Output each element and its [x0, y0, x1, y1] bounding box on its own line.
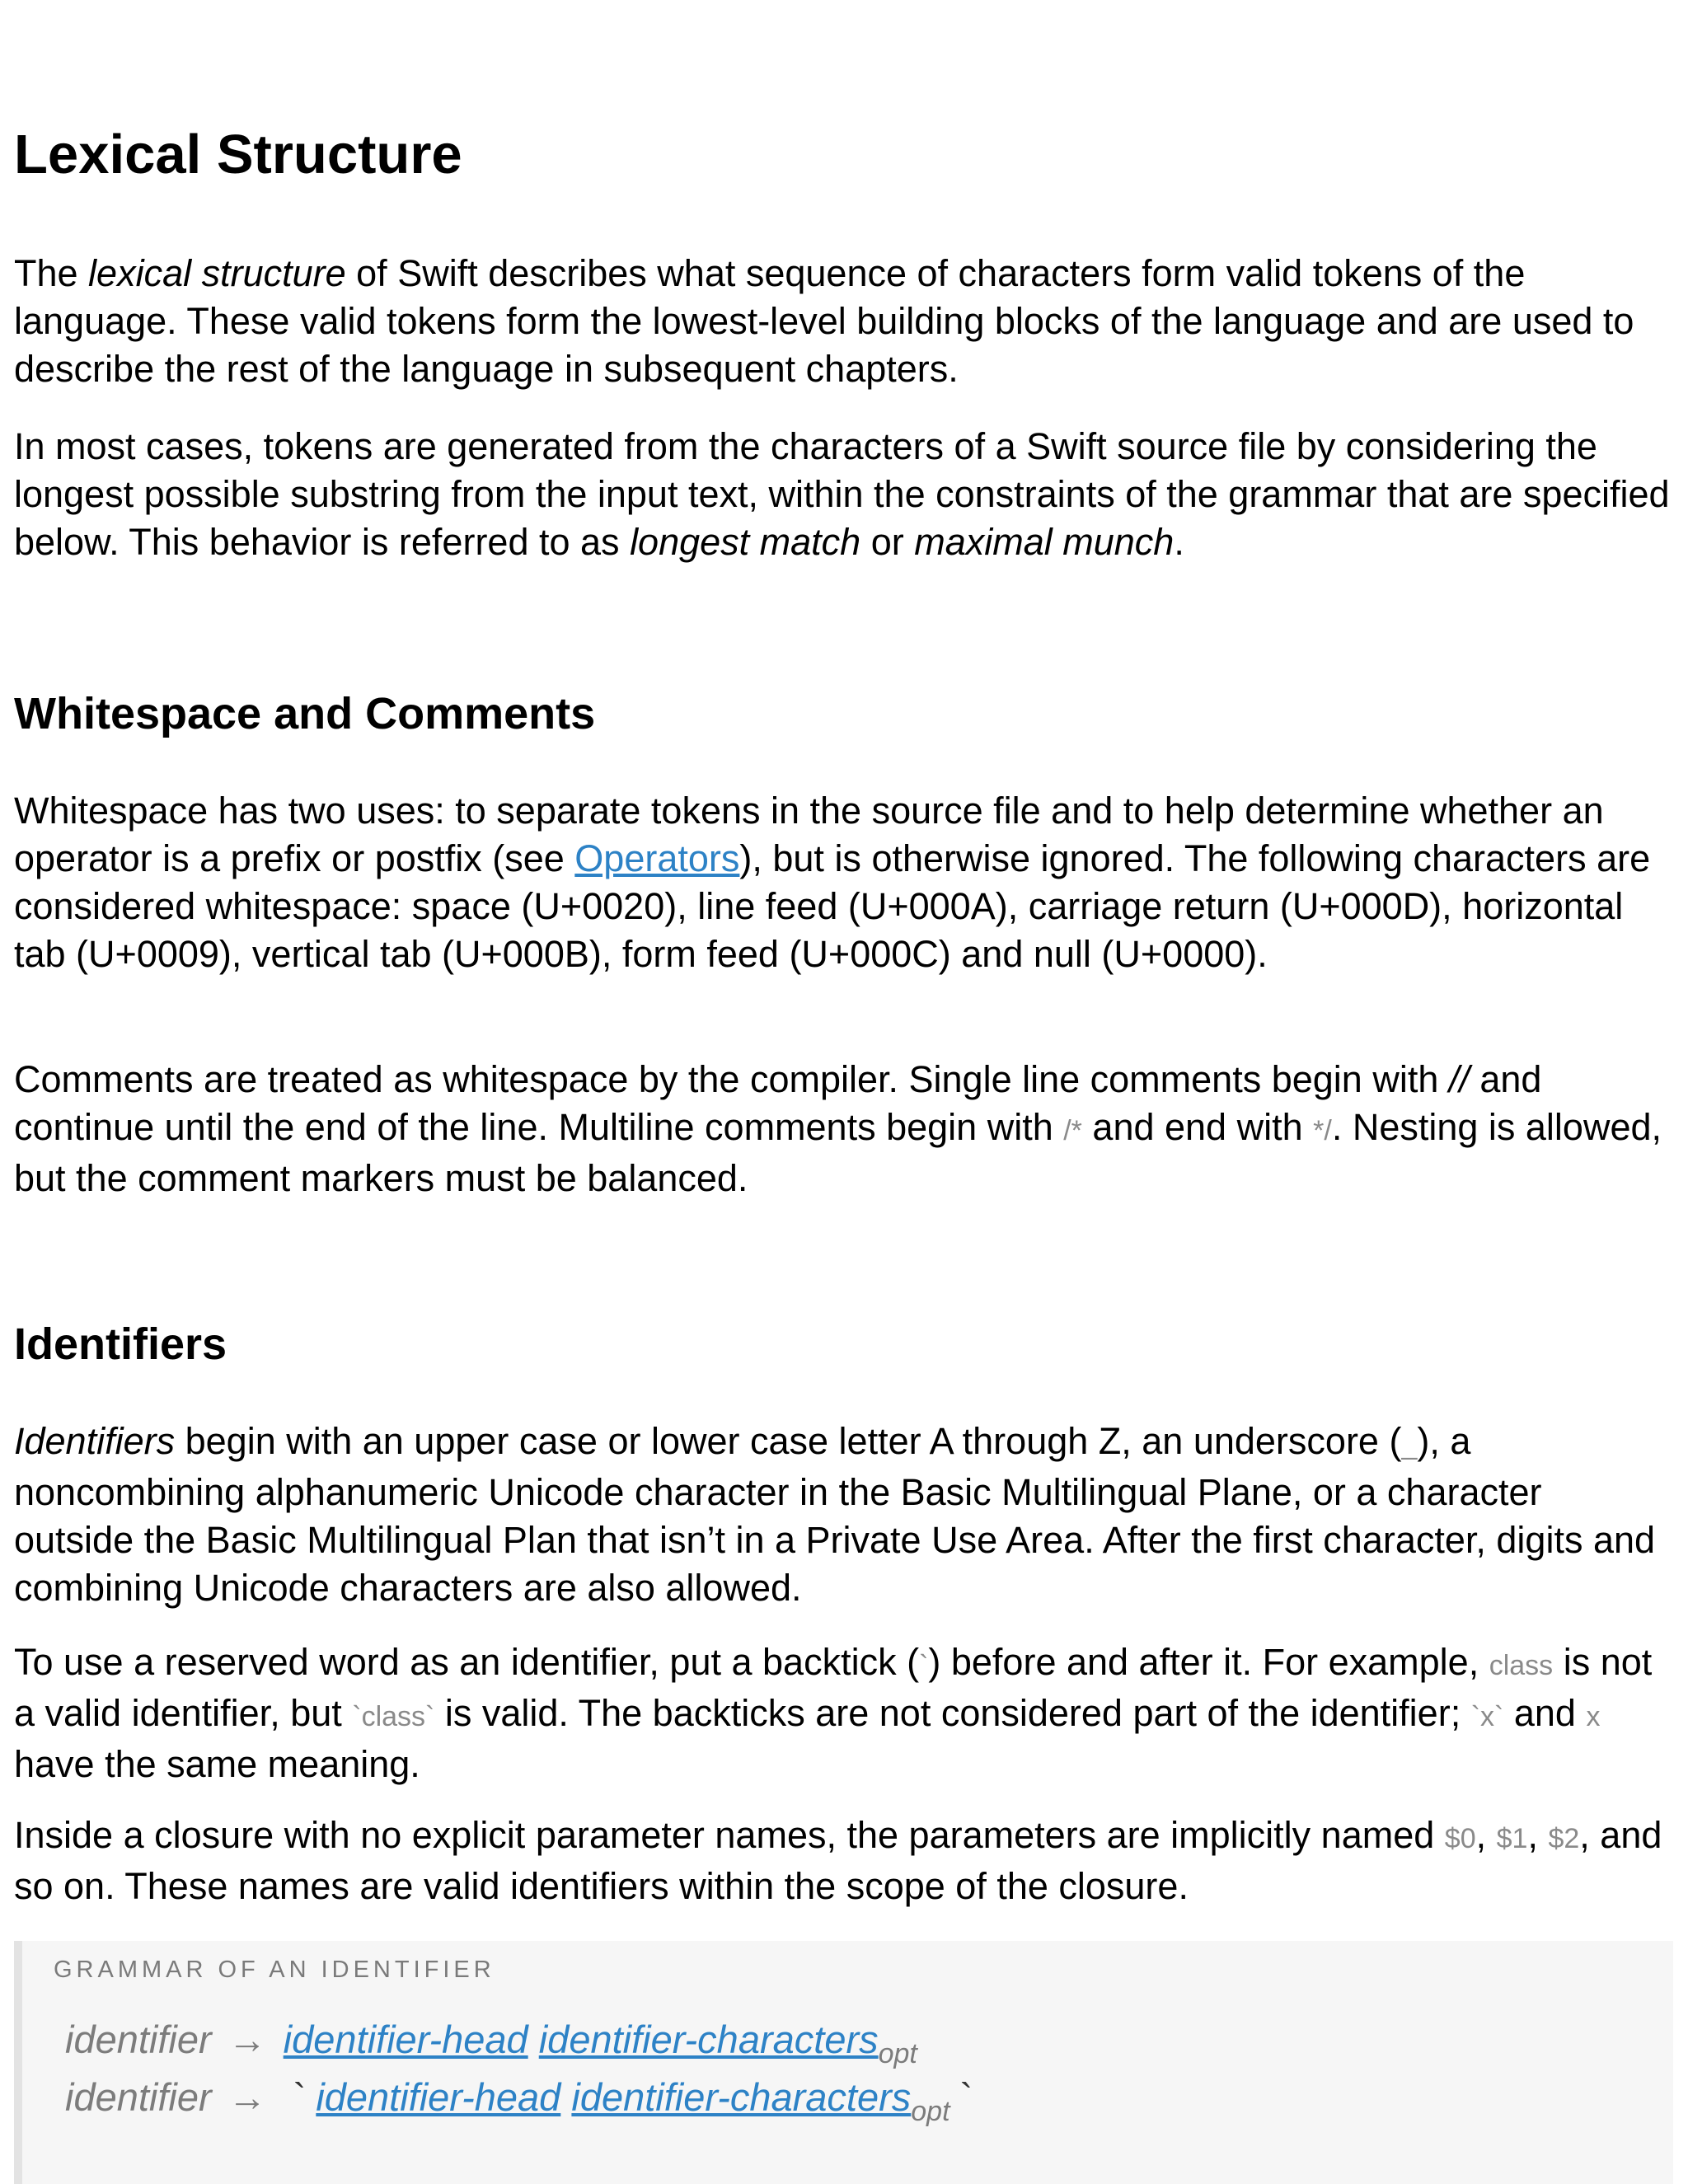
whitespace-paragraph-2 — [14, 1056, 1671, 1202]
opt-subscript: opt — [911, 2096, 950, 2127]
whitespace-paragraph-1 — [14, 787, 1671, 978]
inline-code-comment-open: /* — [1063, 1115, 1082, 1146]
intro-paragraph-1 — [14, 250, 1671, 393]
text: or — [860, 521, 915, 563]
backtick-close: ` — [959, 2075, 973, 2119]
backtick-open: ` — [293, 2075, 307, 2119]
inline-code-dollar-1: $1 — [1496, 1823, 1528, 1854]
inline-code-backtick: ` — [919, 1650, 929, 1681]
intro-paragraph-2 — [14, 423, 1671, 566]
text: ) before and after it. For example, — [928, 1641, 1489, 1683]
text: , and so on. These names are valid identifiers within the scope of the closure. — [14, 1814, 1662, 1907]
identifiers-paragraph-1 — [14, 1418, 1671, 1612]
identifier-head-link[interactable]: identifier-head — [316, 2075, 561, 2119]
text: . Nesting is allowed, but the comment markers must be balanced. — [14, 1106, 1662, 1199]
text: The — [14, 252, 89, 294]
rule-lhs: identifier — [65, 2075, 212, 2119]
section-heading-whitespace: Whitespace and Comments — [14, 689, 596, 738]
grammar-rule-2 — [65, 2073, 982, 2136]
emphasis-longest-match: longest match — [630, 521, 861, 563]
emphasis-lexical-structure: lexical structure — [88, 252, 346, 294]
text: In most cases, tokens are generated from the characters of a Swift source file by considering the longest possible substring from the input text, within the constraints of the grammar that are specified below. This behavior is referred to as — [14, 425, 1670, 563]
identifier-characters-link[interactable]: identifier-characters — [571, 2075, 912, 2119]
emphasis-maximal-munch: maximal munch — [914, 521, 1175, 563]
emphasis-identifiers: Identifiers — [14, 1420, 176, 1462]
identifier-head-link[interactable]: identifier-head — [283, 2018, 528, 2061]
inline-code-x: x — [1586, 1701, 1601, 1732]
identifier-characters-link[interactable]: identifier-characters — [538, 2018, 879, 2061]
text: begin with an upper case or lower case letter A through Z, an underscore ( — [175, 1420, 1402, 1462]
grammar-rule-1 — [65, 2015, 917, 2079]
arrow-icon: → — [227, 2018, 267, 2061]
text: and — [1503, 1692, 1587, 1734]
text: ), but is otherwise ignored. The following characters are considered whitespace: space (U+0020), line feed (U+000A), carriage return (U+000D), horizontal tab (U+0009), vertical tab (U+000B), form feed (U+000C) and null (U+0000). — [14, 837, 1651, 975]
inline-code-comment-close: */ — [1313, 1115, 1332, 1146]
inline-code-escaped-x: `x` — [1470, 1701, 1504, 1732]
text: , — [1475, 1814, 1497, 1856]
text: is valid. The backticks are not considered part of the identifier; — [434, 1692, 1471, 1734]
identifiers-paragraph-2 — [14, 1638, 1671, 1788]
arrow-icon: → — [227, 2075, 267, 2119]
inline-code-dollar-2: $2 — [1548, 1823, 1580, 1854]
text: is not a valid identifier, but — [14, 1641, 1653, 1734]
opt-subscript: opt — [878, 2038, 917, 2069]
inline-code-class: class — [1489, 1650, 1554, 1681]
grammar-title: GRAMMAR OF AN IDENTIFIER — [54, 1957, 495, 1983]
text: To use a reserved word as an identifier, put a backtick ( — [14, 1641, 920, 1683]
text: of Swift describes what sequence of characters form valid tokens of the language. These valid tokens form the lowest-level building blocks of the language and are used to describe the rest of the language in subsequent chapters. — [14, 252, 1634, 390]
inline-code-line-comment: // — [1448, 1058, 1470, 1100]
text: Whitespace has two uses: to separate tokens in the source file and to help determine whether an operator is a prefix or postfix (see — [14, 790, 1604, 879]
rule-lhs: identifier — [65, 2018, 212, 2061]
identifiers-paragraph-3 — [14, 1811, 1671, 1910]
text: Inside a closure with no explicit parameter names, the parameters are implicitly named — [14, 1814, 1445, 1856]
text: Comments are treated as whitespace by the compiler. Single line comments begin with — [14, 1058, 1449, 1100]
inline-code-underscore: _ — [1401, 1429, 1418, 1460]
inline-code-escaped-class: `class` — [352, 1701, 435, 1732]
text: and end with — [1081, 1106, 1314, 1148]
operators-link[interactable]: Operators — [574, 837, 740, 879]
inline-code-dollar-0: $0 — [1444, 1823, 1476, 1854]
text: and continue until the end of the line. Multiline comments begin with — [14, 1058, 1542, 1148]
text: , — [1527, 1814, 1549, 1856]
section-heading-identifiers: Identifiers — [14, 1319, 227, 1369]
text: ), a noncombining alphanumeric Unicode character in the Basic Multilingual Plane, or a character outside the Basic Multilingual Plan that isn’t in a Private Use Area. After the first character, digits and combining Unicode characters are also allowed. — [14, 1420, 1656, 1609]
text: . — [1174, 521, 1184, 563]
text: have the same meaning. — [14, 1743, 420, 1785]
page-title: Lexical Structure — [14, 124, 462, 185]
